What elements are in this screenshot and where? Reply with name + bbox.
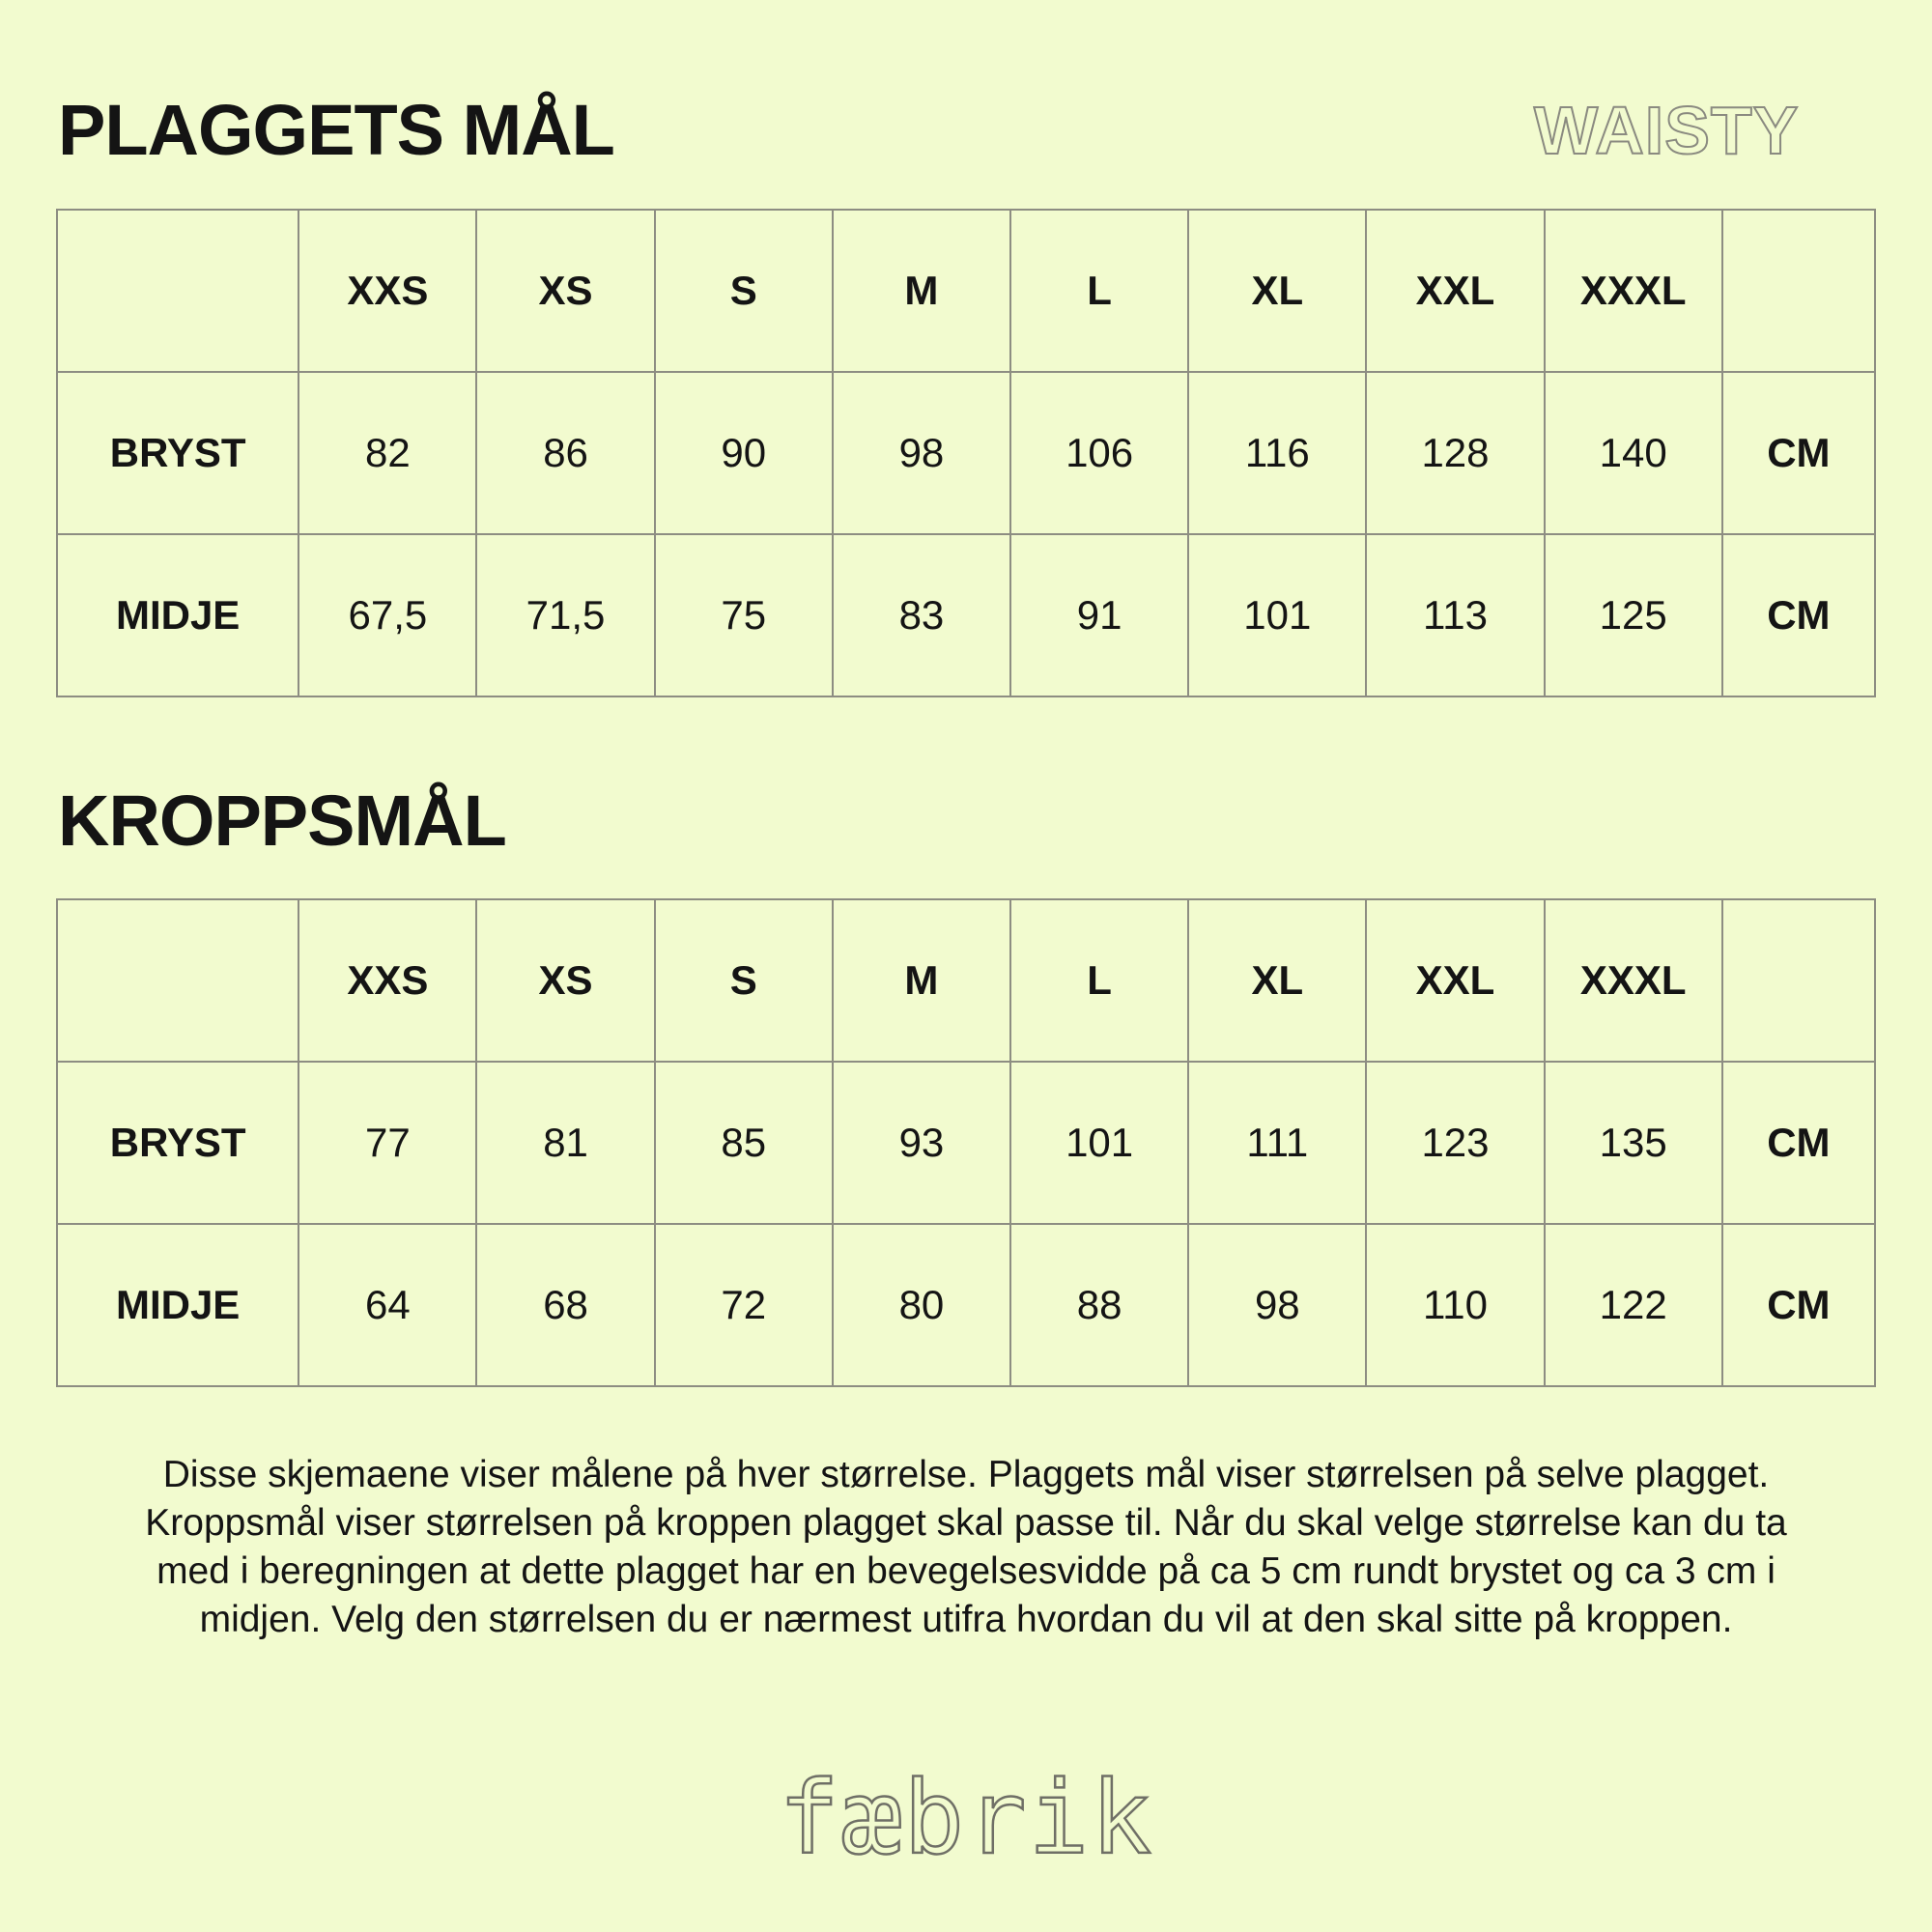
- size-header-xl: XL: [1188, 210, 1366, 372]
- brand-wordmark: WAISTY: [1534, 93, 1800, 168]
- size-header-m: M: [833, 210, 1010, 372]
- unit-cell: CM: [1722, 534, 1875, 696]
- size-header-xxs: XXS: [298, 210, 476, 372]
- value-cell: 98: [833, 372, 1010, 534]
- value-cell: 123: [1366, 1062, 1544, 1224]
- value-cell: 64: [298, 1224, 476, 1386]
- value-cell: 88: [1010, 1224, 1188, 1386]
- value-cell: 113: [1366, 534, 1544, 696]
- value-cell: 101: [1188, 534, 1366, 696]
- value-cell: 116: [1188, 372, 1366, 534]
- value-cell: 75: [655, 534, 833, 696]
- value-cell: 81: [476, 1062, 654, 1224]
- value-cell: 82: [298, 372, 476, 534]
- value-cell: 122: [1545, 1224, 1722, 1386]
- table-row: [57, 1062, 1875, 1224]
- body-measurements-title: KROPPSMÅL: [58, 781, 506, 861]
- row-label-midje: MIDJE: [57, 1224, 298, 1386]
- value-cell: 91: [1010, 534, 1188, 696]
- fabrik-logo-text: fæbrik: [779, 1760, 1153, 1876]
- size-header-xxl: XXL: [1366, 210, 1544, 372]
- size-header-xs: XS: [476, 210, 654, 372]
- size-header-xs: XS: [476, 899, 654, 1062]
- size-header-s: S: [655, 210, 833, 372]
- value-cell: 140: [1545, 372, 1722, 534]
- size-header-xxs: XXS: [298, 899, 476, 1062]
- row-label-midje: MIDJE: [57, 534, 298, 696]
- garment-measurements-table: [56, 209, 1876, 697]
- size-header-s: S: [655, 899, 833, 1062]
- size-header-xl: XL: [1188, 899, 1366, 1062]
- value-cell: 85: [655, 1062, 833, 1224]
- value-cell: 80: [833, 1224, 1010, 1386]
- value-cell: 77: [298, 1062, 476, 1224]
- fabrik-logo: [763, 1760, 1169, 1876]
- row-label-bryst: BRYST: [57, 1062, 298, 1224]
- value-cell: 98: [1188, 1224, 1366, 1386]
- value-cell: 128: [1366, 372, 1544, 534]
- size-header-l: L: [1010, 210, 1188, 372]
- size-header-xxl: XXL: [1366, 899, 1544, 1062]
- value-cell: 101: [1010, 1062, 1188, 1224]
- unit-cell: CM: [1722, 1224, 1875, 1386]
- unit-cell: CM: [1722, 1062, 1875, 1224]
- value-cell: 86: [476, 372, 654, 534]
- value-cell: 93: [833, 1062, 1010, 1224]
- value-cell: 125: [1545, 534, 1722, 696]
- value-cell: 71,5: [476, 534, 654, 696]
- empty-corner-cell: [57, 210, 298, 372]
- size-guide-description: Disse skjemaene viser målene på hver størrelse. Plaggets mål viser størrelsen på selve plagget. Kroppsmål viser størrelsen på kroppen plagget skal passe til. Når du skal velge størrelse kan du ta med i beregningen at dette plagget har en bevegelsesvidde på ca 5 cm rundt brystet og ca 3 cm i midjen. Velg den størrelsen du er nærmest utifra hvordan du vil at den skal sitte på kroppen.: [145, 1454, 1787, 1640]
- value-cell: 111: [1188, 1062, 1366, 1224]
- table-header-row: [57, 899, 1875, 1062]
- size-header-m: M: [833, 899, 1010, 1062]
- row-label-bryst: BRYST: [57, 372, 298, 534]
- empty-unit-header-cell: [1722, 210, 1875, 372]
- size-header-l: L: [1010, 899, 1188, 1062]
- value-cell: 135: [1545, 1062, 1722, 1224]
- value-cell: 106: [1010, 372, 1188, 534]
- body-measurements-table: [56, 898, 1876, 1387]
- value-cell: 68: [476, 1224, 654, 1386]
- value-cell: 67,5: [298, 534, 476, 696]
- empty-corner-cell: [57, 899, 298, 1062]
- value-cell: 90: [655, 372, 833, 534]
- garment-measurements-title: PLAGGETS MÅL: [58, 90, 614, 170]
- value-cell: 83: [833, 534, 1010, 696]
- value-cell: 72: [655, 1224, 833, 1386]
- value-cell: 110: [1366, 1224, 1544, 1386]
- size-header-xxxl: XXXL: [1545, 210, 1722, 372]
- table-row: [57, 534, 1875, 696]
- size-header-xxxl: XXXL: [1545, 899, 1722, 1062]
- table-row: [57, 1224, 1875, 1386]
- empty-unit-header-cell: [1722, 899, 1875, 1062]
- table-row: [57, 372, 1875, 534]
- table-header-row: [57, 210, 1875, 372]
- unit-cell: CM: [1722, 372, 1875, 534]
